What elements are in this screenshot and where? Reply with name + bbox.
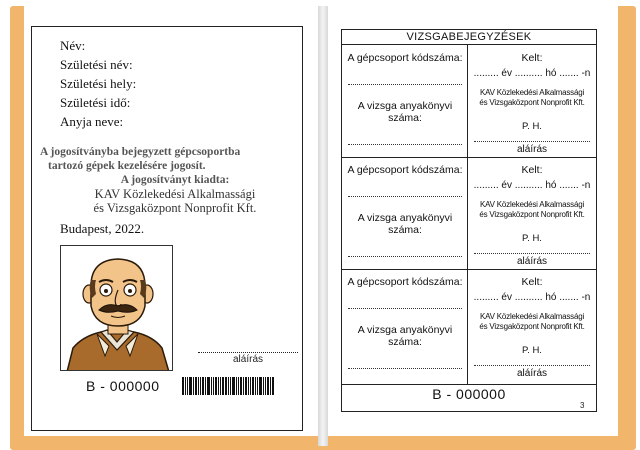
field-birth-place: Születési hely: <box>60 76 137 91</box>
issuer-line-2: és Vizsgaközpont Nonprofit Kft. <box>93 201 257 215</box>
registry-label-line-1: A vizsga anyakönyvi <box>357 100 453 112</box>
signature-line <box>198 352 298 353</box>
barcode-bar <box>240 377 242 395</box>
barcode-bar <box>272 377 274 395</box>
kelt-label: Kelt: <box>521 276 543 288</box>
barcode-bar <box>195 377 197 395</box>
kelt-label: Kelt: <box>521 164 543 176</box>
barcode-bar <box>218 377 219 395</box>
row-divider-2 <box>341 269 597 270</box>
barcode-bar <box>202 377 204 395</box>
row-divider-1 <box>341 157 597 158</box>
page-number: 3 <box>580 401 585 410</box>
holder-photo <box>60 245 173 371</box>
org-line-2: és Vizsgaközpont Nonprofit Kft. <box>479 210 585 219</box>
signature-dots <box>474 141 590 142</box>
exam-entry-3-left <box>344 276 466 380</box>
registry-label-line-2: száma: <box>388 336 422 348</box>
barcode-bar <box>250 377 251 395</box>
barcode-bar <box>187 377 188 395</box>
registry-label-line-1: A vizsga anyakönyvi <box>357 324 453 336</box>
barcode-bar <box>200 377 201 395</box>
barcode-bar <box>230 377 231 395</box>
barcode-bar <box>267 377 269 395</box>
barcode-bar <box>207 377 210 395</box>
booklet-spine <box>318 6 328 446</box>
group-code-label: A gépcsoport kódszáma: <box>347 164 463 176</box>
org-line-1: KAV Közlekedési Alkalmassági <box>479 200 585 209</box>
exam-records-title: VIZSGABEJEGYZÉSEK <box>341 29 597 45</box>
permission-text <box>40 145 292 173</box>
barcode-bar <box>228 377 229 395</box>
field-name: Név: <box>60 38 86 53</box>
barcode-bar <box>265 377 266 395</box>
barcode-bar <box>182 377 184 395</box>
org-line-1: KAV Közlekedési Alkalmassági <box>479 312 585 321</box>
barcode-bar <box>193 377 194 395</box>
barcode-bar <box>220 377 221 395</box>
registry-label-line-2: száma: <box>388 112 422 124</box>
exam-entry-2-right <box>468 164 596 268</box>
stamp-ph: P. H. <box>522 233 542 244</box>
issuer-line-1: KAV Közlekedési Alkalmassági <box>94 187 256 201</box>
signature-label: aláírás <box>233 354 264 365</box>
barcode-bar <box>198 377 199 395</box>
permission-line-1: A jogosítványba bejegyzett gépcsoportba <box>40 146 241 158</box>
barcode-bar <box>245 377 247 395</box>
barcode-bar <box>236 377 237 395</box>
barcode-bar <box>255 377 256 395</box>
stamp-ph: P. H. <box>522 121 542 132</box>
barcode-bar <box>243 377 244 395</box>
exam-entry-1-left <box>344 52 466 156</box>
barcode-bar <box>205 377 206 395</box>
org-line-2: és Vizsgaközpont Nonprofit Kft. <box>479 322 585 331</box>
registry-dots <box>348 368 462 369</box>
entry-signature-label: aláírás <box>516 256 547 267</box>
serial-number: B - 000000 <box>86 378 160 394</box>
right-serial-number: B - 000000 <box>432 386 506 402</box>
issuer-block <box>55 173 295 215</box>
barcode-bar <box>232 377 235 395</box>
signature-dots <box>474 365 590 366</box>
exam-entry-3-right <box>468 276 596 380</box>
row-divider-3 <box>341 384 597 385</box>
entry-signature-label: aláírás <box>516 368 547 379</box>
barcode-bar <box>270 377 271 395</box>
org-line-2: és Vizsgaközpont Nonprofit Kft. <box>479 98 585 107</box>
barcode-bar <box>185 377 186 395</box>
barcode-bar <box>259 377 262 395</box>
barcode-bar <box>215 377 217 395</box>
field-birth-date: Születési idő: <box>60 95 131 110</box>
group-code-label: A gépcsoport kódszáma: <box>347 276 463 288</box>
group-code-label: A gépcsoport kódszáma: <box>347 52 463 64</box>
group-code-dots <box>348 84 462 85</box>
date-template: ......... év .......... hó ....... -n <box>473 292 591 303</box>
field-mother-name: Anyja neve: <box>60 114 124 129</box>
registry-dots <box>348 144 462 145</box>
date-template: ......... év .......... hó ....... -n <box>473 180 591 191</box>
barcode-bar <box>211 377 212 395</box>
barcode-bar <box>257 377 258 395</box>
registry-dots <box>348 256 462 257</box>
barcode <box>182 377 296 395</box>
registry-label-line-1: A vizsga anyakönyvi <box>357 212 453 224</box>
barcode-bar <box>222 377 224 395</box>
org-line-1: KAV Közlekedési Alkalmassági <box>479 88 585 97</box>
barcode-bar <box>252 377 254 395</box>
issuer-intro: A jogosítványt kiadta: <box>120 174 230 186</box>
portrait-illustration <box>61 246 173 371</box>
permission-line-2: tartozó gépek kezelésére jogosít. <box>48 160 206 172</box>
entry-signature-label: aláírás <box>516 144 547 155</box>
field-birth-name: Születési név: <box>60 57 133 72</box>
barcode-bar <box>263 377 264 395</box>
exam-entry-1-right <box>468 52 596 156</box>
kelt-label: Kelt: <box>521 52 543 64</box>
stamp-ph: P. H. <box>522 345 542 356</box>
registry-label-line-2: száma: <box>388 224 422 236</box>
barcode-bar <box>189 377 192 395</box>
barcode-bar <box>225 377 227 395</box>
date-template: ......... év .......... hó ....... -n <box>473 68 591 79</box>
exam-entry-2-left <box>344 164 466 268</box>
barcode-bar <box>248 377 249 395</box>
place-date: Budapest, 2022. <box>60 221 145 236</box>
group-code-dots <box>348 196 462 197</box>
signature-dots <box>474 253 590 254</box>
group-code-dots <box>348 308 462 309</box>
barcode-bar <box>213 377 214 395</box>
barcode-bar <box>238 377 239 395</box>
